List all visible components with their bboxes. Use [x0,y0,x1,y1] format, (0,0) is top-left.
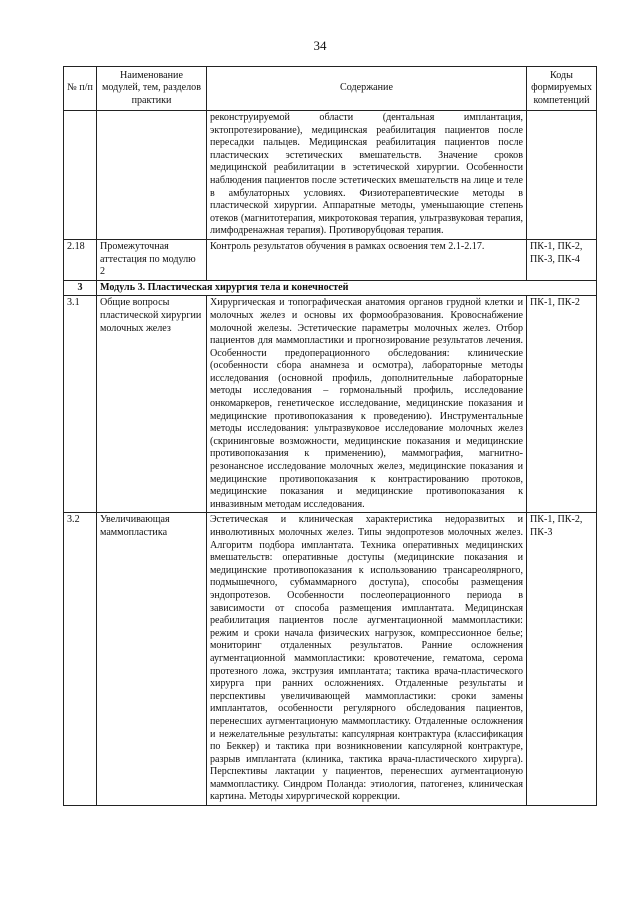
table-header-row [64,67,597,111]
cell-codes: ПК-1, ПК-2, ПК-3, ПК-4 [527,239,597,280]
table-row-3-1 [64,296,597,513]
cell-num [64,111,97,240]
page-number: 34 [313,38,327,53]
table-row-2-18 [64,239,597,280]
cell-name: Увеличивающая маммопластика [97,513,207,806]
header-content: Содержание [207,67,527,111]
table-row-continued [64,111,597,240]
module-3-row [64,280,597,296]
cell-name: Общие вопросы пластической хирургии молочных желез [97,296,207,513]
cell-content: Эстетическая и клиническая характеристика недоразвитых и инволютивных молочных желез. Типы эндопротезов молочных желез. Алгоритм подбора имплантата. Техника оперативных медицинских вмешательств: оперативные доступы (медицинские показания и медицинские противопоказания к использованию трансареолярного, подмышечного, субмаммарного доступа), способы размещения эндопротезов. Особенности послеоперационного периода в зависимости от способа размещения имплантата. Медицинская реабилитация пациентов после аугментационной маммопластики: режим и сроки начала физических нагрузок, компрессионное белье; мониторинг отдаленных результатов. Ранние осложнения аугментационной маммопластики: кровотечение, гематома, серома протезного ложа, экструзия имплантата; тактика врача-пластического хирурга при ранних осложнениях. Отдаленные результаты и перспективы увеличивающей маммопластики: сроки замены имплантатов, особенности регулярного обследования пациентов, перенесших аугментационую маммопластику. Отдаленные осложнения и нежелательные результаты: капсулярная контрактура (классификация по Беккер) и тактика при возникновении капсулярной контрактуре, разрыв имплантата (клиника, тактика врача-пластического хирурга). Перспективы лактации у пациентов, перенесших аугментационую маммопластику. Синдром Поланда: этиология, патогенез, клиническая картина. Методы хирургической коррекции. [207,513,527,806]
cell-name: Промежуточная аттестация по модулю 2 [97,239,207,280]
module-title: Модуль 3. Пластическая хирургия тела и конечностей [97,280,597,296]
cell-content: Хирургическая и топографическая анатомия органов грудной клетки и молочных желез и основы их формообразования. Кровоснабжение молочной железы. Эстетические параметры молочных желез. Отбор пациентов для маммопластики и прогнозирование результатов лечения. Особенности предоперационного обследования: клинические (особенности сбора анамнеза и осмотра), лабораторные методы исследования (основной профиль, дополнительные лабораторные методы исследования – гормональный профиль, исследование онкомаркеров, генетическое исследование, медицинские показания и медицинские противопоказания к проведению). Инструментальные методы исследования: ультразвуковое исследование молочных желез (скрининговые возможности, медицинские показания и медицинские противопоказания к применению), маммография, магнитно-резонансное исследование молочных желез, медицинские показания и медицинские противопоказания к контрастированию протоков, медицинские показания и медицинские противопоказания к инвазивным методам исследования. [207,296,527,513]
cell-codes [527,111,597,240]
cell-num: 3.1 [64,296,97,513]
cell-name [97,111,207,240]
cell-num: 2.18 [64,239,97,280]
module-num: 3 [64,280,97,296]
cell-content: реконструируемой области (дентальная имплантация, эктопротезирование), медицинская реабилитация пациентов после пересадки пальцев. Медицинская реабилитация пациентов после пластических эстетических вмешательств. Значение сроков медицинской реабилитации в эстетической хирургии. Особенности наблюдения пациентов после эстетических вмешательств на лице и теле в амбулаторных условиях. Физиотерапевтические методы в пластической хирургии. Аппаратные методы, уменьшающие степень отеков (магнитотерапия, микротоковая терапия, ультразвуковая терапия, лимфодренажная терапия). Противорубцовая терапия. [207,111,527,240]
header-codes: Коды формируемых компетенций [527,67,597,111]
table-row-3-2 [64,513,597,806]
header-name: Наименование модулей, тем, разделов практики [97,67,207,111]
curriculum-table [63,66,597,806]
cell-content: Контроль результатов обучения в рамках освоения тем 2.1-2.17. [207,239,527,280]
header-num: № п/п [64,67,97,111]
cell-codes: ПК-1, ПК-2, ПК-3 [527,513,597,806]
cell-codes: ПК-1, ПК-2 [527,296,597,513]
cell-num: 3.2 [64,513,97,806]
